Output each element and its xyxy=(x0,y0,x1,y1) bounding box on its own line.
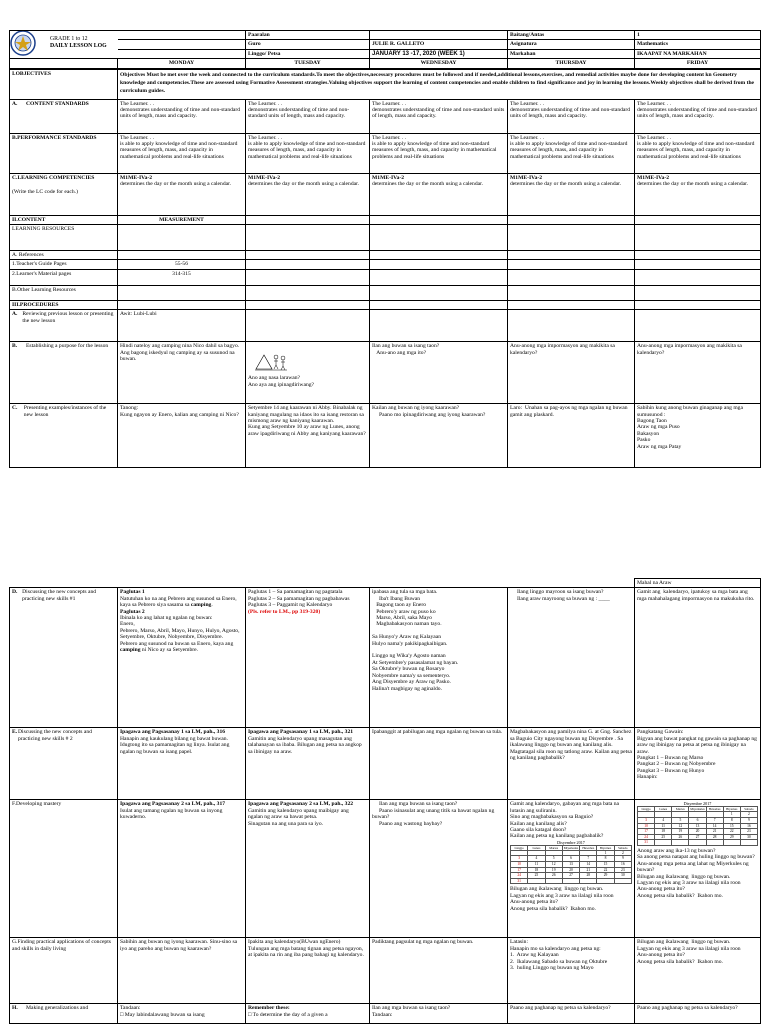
procedure-g-tue xyxy=(246,938,370,1004)
procedure-e-title: Discussing the new concepts and practicing new skills # 2 xyxy=(17,729,92,742)
calendar-date-cell: 27 xyxy=(562,873,579,879)
procedure-c-thu: Laro: Unahan sa pag-ayos ng mga ngalan ng buwan gamit ang plaskard. xyxy=(508,404,635,468)
calendar-date-cell xyxy=(580,878,597,884)
calendar-date-cell: 4 xyxy=(655,818,672,824)
performance-standards-label: B.PERFORMANCE STANDARDS xyxy=(10,133,118,173)
calendar-date-cell: 30 xyxy=(740,834,757,840)
calendar-date-cell: 7 xyxy=(580,856,597,862)
deped-logo-cell xyxy=(10,31,118,59)
calendar-fri xyxy=(637,801,758,846)
calendar-date-cell: 4 xyxy=(528,856,545,862)
calendar-date-cell: 13 xyxy=(562,862,579,868)
calendar-date-cell xyxy=(740,840,757,846)
pagsasanay-2-tue-text: Gamitin ang kalendaryo upang maibigay ang ngalan ng araw sa bawat petsa. Sinagutan na ang una para sa iyo. xyxy=(248,807,349,827)
calendar-date-cell: 29 xyxy=(723,834,740,840)
calendar-grid xyxy=(637,806,758,846)
dll-page-2 xyxy=(0,578,768,1024)
content-standards-title: CONTENT STANDARDS xyxy=(26,100,89,107)
procedures-label: III.PROCEDURES xyxy=(10,300,118,309)
procedure-b-title: Establishing a purpose for the lesson xyxy=(26,343,109,350)
references-label: A. References xyxy=(10,251,118,260)
calendar-date-cell xyxy=(672,840,689,846)
calendar-day-header: Sabado xyxy=(614,845,631,850)
calendar-date-cell: 30 xyxy=(614,873,631,879)
paglutas-2-heading: Paglutas 2 xyxy=(120,608,145,615)
calendar-date-cell: 8 xyxy=(597,856,614,862)
calendar-date-cell: 9 xyxy=(740,818,757,824)
procedure-d-label xyxy=(10,588,118,728)
procedure-e-mon xyxy=(118,728,246,800)
procedure-c-fri: Sabihin kung anong buwan ginaganap ang mga sumusunod : Bagong Taon Araw ng mga Puso Bakasyon Pasko Araw ng mga Patay xyxy=(635,404,761,468)
procedure-d-mon: Paglutas 1 Natutuhan ko na ang Pebrero ang susunod sa Enero, kaya sa Pebrero siya sasama sa camping. Paglutas 2 Ibinala ko ang lahat ng ngalan ng buwan: Enero, Pebrero, Marso, Abril, Mayo, Hunyo, Hulyo, Agosto, Setyembre, Oktubre, Nobyembre, Disyembre. Pebrero ang susunod na buwan sa Enero, kaya ang camping ni Nico ay sa Setyembre. xyxy=(118,588,246,728)
procedure-h-title: Making generalizations and xyxy=(26,1005,89,1012)
calendar-date-cell: 3 xyxy=(511,856,528,862)
content-standards-tue: The Learner. . . demonstrates understanding of time and non-standard units of length, mass and capacity. xyxy=(246,99,370,133)
procedure-d-tue xyxy=(246,588,370,728)
friday-top-note: Mahal na Araw xyxy=(635,579,761,588)
camping-word-2: camping xyxy=(120,647,141,654)
procedure-h-thu: Paano ang paghanap ng petsa sa kalendaryo? xyxy=(508,1004,635,1024)
procedure-c-letter: C. xyxy=(12,405,18,412)
calendar-date-cell: 31 xyxy=(511,878,528,884)
calendar-date-cell: 11 xyxy=(655,823,672,829)
calendar-date-cell: 3 xyxy=(638,818,655,824)
lc-code: M1ME-IVa-2 xyxy=(120,174,153,181)
dll-header-table xyxy=(9,30,761,69)
calendar-grid xyxy=(510,845,632,885)
calendar-date-cell: 27 xyxy=(689,834,706,840)
procedure-f-mon xyxy=(118,800,246,938)
tg-pages-value: 55-56 xyxy=(118,260,246,269)
calendar-date-cell: 19 xyxy=(672,829,689,835)
calendar-day-header: Martes xyxy=(672,807,689,812)
calendar-date-cell xyxy=(706,840,723,846)
calendar-date-cell: 26 xyxy=(545,873,562,879)
lc-wed xyxy=(370,173,508,215)
calendar-date-cell: 18 xyxy=(528,867,545,873)
procedure-h-mon: Tandaan: □ May labindalawang buwan sa isang xyxy=(118,1004,246,1024)
procedure-b-thu: Anu-anong mga impormasyon ang makikita sa kalendaryo? xyxy=(508,342,635,404)
lm-reference-red: (Pls. refer to LM., pp 319-320) xyxy=(248,608,321,615)
procedure-f-label: F.Developing mastery xyxy=(10,800,118,938)
calendar-date-cell: 6 xyxy=(562,856,579,862)
subject-value: Mathematics xyxy=(635,40,761,49)
procedure-b-wed: Ilan ang buwan sa isang taon? Anu-ano ang mga ito? xyxy=(370,342,508,404)
procedure-d-title: Discussing the new concepts and practicing new skills #1 xyxy=(22,589,97,602)
procedure-a-label xyxy=(10,310,118,342)
procedure-b-label xyxy=(10,342,118,404)
calendar-date-cell: 23 xyxy=(614,867,631,873)
developing-mastery-thu-questions: Bilugan ang ikalawang linggo ng buwan. Lagyan ng ekis ang 3 araw na ilalagi nila roon Anu-anong petsa ito? Anong petsa sila babalik? Ikahon mo. xyxy=(510,886,614,912)
calendar-date-cell xyxy=(528,878,545,884)
calendar-day-header: Lunes xyxy=(655,807,672,812)
content-standards-label xyxy=(10,99,118,133)
lm-pages-label: 2.Learner's Material pages xyxy=(10,269,118,285)
other-resources-label: B.Other Learning Resources xyxy=(10,285,118,300)
calendar-date-cell: 21 xyxy=(706,829,723,835)
day-monday: MONDAY xyxy=(118,59,246,68)
calendar-date-cell: 18 xyxy=(655,829,672,835)
lc-mon xyxy=(118,173,246,215)
calendar-date-cell: 25 xyxy=(528,873,545,879)
calendar-day-header: Huwebes xyxy=(580,845,597,850)
log-title: DAILY LESSON LOG xyxy=(50,43,107,49)
calendar-date-cell: 19 xyxy=(545,867,562,873)
calendar-date-cell xyxy=(562,878,579,884)
procedure-g-fri: Bilugan ang ikalawang linggo ng buwan. Lagyan ng ekis ang 3 araw na ilalagi nila roon Anu-anong petsa ito? Anong petsa sila babalik? Ikahon mo. xyxy=(635,938,761,1004)
calendar-date-cell: 10 xyxy=(638,823,655,829)
grade-range: GRADE 1 to 12 xyxy=(50,36,88,42)
calendar-date-cell: 6 xyxy=(689,818,706,824)
procedure-h-wed: Ilan ang mga buwan sa isang taon? Tandaan: xyxy=(370,1004,508,1024)
date-value: JANUARY 13 -17, 2020 (WEEK 1) xyxy=(370,49,508,58)
subject-label: Asignatura xyxy=(508,40,635,49)
calendar-date-cell xyxy=(689,840,706,846)
calendar-day-header: Linggo xyxy=(638,807,655,812)
procedure-b-letter: B. xyxy=(12,343,18,350)
calendar-day-header: Huwebes xyxy=(706,807,723,812)
lm-pages-value: 314-315 xyxy=(118,269,246,285)
procedure-b-tue-text: Ano ang nasa larawan? Ano aya ang ipinagdiriwang? xyxy=(248,375,315,388)
content-standards-fri: The Learner. . . demonstrates understanding of time and non-standard units of length, mass and capacity. xyxy=(635,99,761,133)
calendar-date-cell: 31 xyxy=(638,840,655,846)
calendar-date-cell: 11 xyxy=(528,862,545,868)
lc-text: determines the day or the month using a calendar. xyxy=(372,181,484,188)
calendar-date-cell: 12 xyxy=(545,862,562,868)
camping-word: camping xyxy=(190,602,212,609)
procedure-b-tue xyxy=(246,342,370,404)
procedure-h-tue xyxy=(246,1004,370,1024)
grade-level-value: 1 xyxy=(635,31,761,40)
lc-text: determines the day or the month using a calendar. xyxy=(248,181,360,188)
g-tue-heading: Ipakita ang kalendaryo(BUwan ngEnero) xyxy=(248,939,341,946)
dll-body-table xyxy=(9,69,761,469)
learning-competencies-title: C.LEARNING COMPETENCIES xyxy=(12,174,95,181)
procedure-e-fri: Pangkatang Gawain: Bigyan ang bawat pangkat ng gawain sa paghanap ng araw ng ibinigay na petsa at petsa ng ibinigay na araw. Pangkat 1 – Buwan ng Marso Pangkat 2 – Buwan ng Nobyembre Pangkat 3 – Buwan ng Hunyo Hanapin: xyxy=(635,728,761,800)
procedure-e-thu: Magbabakasyon ang pamilya nina G. at Gng. Sanchez sa Baguio City ngayong buwan ng Disyembre . Sa ikalawang linggo ng buwan ang kanilang alis. Magtatagal sila roon ng tatlong araw. Kailan ang petsa ng kanilang pagbabalik? xyxy=(508,728,635,800)
paglutas-list: Paglutas 1 – Sa pamamagitan ng pagtatala Paglutas 2 – Sa pamamagitan ng pagbabawas Paglutas 3 – Paggamit ng Kalendaryo xyxy=(248,589,350,609)
calendar-date-cell: 5 xyxy=(545,856,562,862)
procedure-g-thu: Latasin: Hanapin mo sa kalendaryo ang petsa ng: 1. Araw ng Kalayaan 2. Ikalawang Sabado sa buwan ng Oktubre 3. huling Linggo ng buwan ng Mayo xyxy=(508,938,635,1004)
calendar-date-cell: 24 xyxy=(638,834,655,840)
calendar-day-header: Linggo xyxy=(511,845,528,850)
dll-body-table-2 xyxy=(9,578,761,1024)
calendar-day-header: Sabado xyxy=(740,807,757,812)
calendar-date-cell: 2 xyxy=(740,812,757,818)
content-value: MEASUREMENT xyxy=(118,215,246,224)
calendar-date-cell: 12 xyxy=(672,823,689,829)
pagsasanay-2-tue-heading: Ipagawa ang Pagsasanay 2 sa LM, pah., 322 xyxy=(248,801,354,808)
performance-standards-thu: The Learner. . . is able to apply knowledge of time and non-standard measures of length, mass, and capacity in mathematical problems and real-life situations xyxy=(508,133,635,173)
procedure-c-mon: Tanong: Kung ngayon ay Enero, kalian ang camping ni Nico? xyxy=(118,404,246,468)
teacher-name: JULIE R. GALLETO xyxy=(370,40,508,49)
learning-competencies-note: (Write the LC code for each.) xyxy=(12,189,78,196)
paglutas-1-heading: Paglutas 1 xyxy=(120,589,145,596)
day-friday: FRIDAY xyxy=(635,59,761,68)
lc-thu xyxy=(508,173,635,215)
procedure-a-letter: A. xyxy=(12,311,18,318)
procedure-a-mon: Awit: Lubi-Lubi xyxy=(118,310,246,342)
calendar-day-header: Biyernes xyxy=(723,807,740,812)
lc-text: determines the day or the month using a calendar. xyxy=(637,181,749,188)
calendar-date-cell: 13 xyxy=(689,823,706,829)
quarter-label: Markahan xyxy=(508,49,635,58)
procedure-d-wed: ipabasa ang tula sa mga bata. Iba't Ibang Buwan Bagong taon ay Enero Pebrero'y araw ng puso ko Marso, Abril, saka Mayo Magbabakasyon naman tayo. Sa Hunyo'y Araw ng Kalayaan Hulyo nama'y pakikipagkaibigan. Linggo ng Wika'y Agosto naman At Setyembre'y pasasalamat ng bayan. Sa Oktubre'y buwan ng Rosaryo Nobyembre nama'y sa sementeryo. Ang Disyembre ay Araw ng Pasko. Halina't magbigay ng aginaldo. xyxy=(370,588,508,728)
calendar-date-cell xyxy=(723,840,740,846)
day-wednesday: WEDNESDAY xyxy=(370,59,508,68)
day-thursday: THURSDAY xyxy=(508,59,635,68)
procedure-a-title: Reviewing previous lesson or presenting the new lesson xyxy=(22,311,114,324)
remember-heading: Remember these: xyxy=(248,1005,290,1012)
paglutas-2-text: Ibinala ko ang lahat ng ngalan ng buwan: Enero, Pebrero, Marso, Abril, Mayo, Hunyo, Hulyo, Agosto, Setyembre, Oktubre, Nobyembre, Disyembre. Pebrero ang susunod na buwan sa Enero, kaya ang xyxy=(120,615,240,647)
quarter-value: IKAAPAT NA MARKAHAN xyxy=(635,49,761,58)
procedure-h-letter: H. xyxy=(12,1005,18,1012)
content-standards-mon: The Learner. . . demonstrates understanding of time and non-standard units of length, mass and capacity. xyxy=(118,99,246,133)
lc-text: determines the day or the month using a calendar. xyxy=(120,181,232,188)
performance-standards-fri: The Learner. . . is able to apply knowledge of time and non-standard measures of length, mass, and capacity in mathematical problems and real-life situations xyxy=(635,133,761,173)
performance-standards-tue: The Learner. . . is able to apply knowledge of time and non-standard measures of length, mass, and capacity in mathematical problems and real-life situations xyxy=(246,133,370,173)
lc-code: M1ME-IVa-2 xyxy=(372,174,405,181)
objectives-text: Objectives Must be met over the week and connected to the curriculum standards.To meet the objectives,necessary procedures must be followed and if needed,additional lessons,exercises, and remedial activities maybe done for developing content kn Geometry knowledge and competencies.These are assessed using Formative Assessment strategies.Valuing objectives support the learning of content competencies and enable children to find significance and joy in learning the lessons.Weekly objectives shall be derived from the curriculum guides. xyxy=(118,69,761,99)
pagsasanay-1-text: Hanapin ang kaukulang bilang ng bawat buwan. Idugtong ito sa pamamagitan ng linya. Isulat ang ngalan ng buwan sa isang papel. xyxy=(120,735,230,755)
camping-children-image xyxy=(254,347,288,371)
calendar-date-cell: 15 xyxy=(723,823,740,829)
pagsasanay-1-tue-heading: Ipagawa ang Pagsasanay 1 sa LM, pah., 321 xyxy=(248,729,354,736)
performance-standards-wed: The Learner. . . is able to apply knowledge of time and non-standard measures of length, mass, and capacity in mathematical problems and real-life situations xyxy=(370,133,508,173)
content-standards-thu: The Learner. . . demonstrates understanding of time and non-standard units of length, mass and capacity. xyxy=(508,99,635,133)
calendar-date-cell: 7 xyxy=(706,818,723,824)
procedure-g-wed: Padiktang pagsulat ng mga ngalan ng buwan. xyxy=(370,938,508,1004)
lc-code: M1ME-IVa-2 xyxy=(637,174,670,181)
calendar-date-cell: 10 xyxy=(511,862,528,868)
calendar-day-header: Biyernes xyxy=(597,845,614,850)
day-tuesday: TUESDAY xyxy=(246,59,370,68)
calendar-date-cell: 14 xyxy=(580,862,597,868)
calendar-date-cell: 24 xyxy=(511,873,528,879)
calendar-date-cell: 16 xyxy=(614,862,631,868)
dll-page-1 xyxy=(0,30,768,520)
paglutas-1-text: Natutuhan ko na ang Pebrero ang susunod sa Enero, kaya sa Pebrero siya sasama sa xyxy=(120,595,237,609)
procedure-h-fri: Paano ang paghanap ng petsa sa kalendaryo? xyxy=(635,1004,761,1024)
procedure-c-title: Presenting examples/instances of the new lesson xyxy=(23,405,107,418)
calendar-day-header: Martes xyxy=(545,845,562,850)
calendar-date-cell: 29 xyxy=(597,873,614,879)
lc-code: M1ME-IVa-2 xyxy=(510,174,543,181)
procedure-d-fri: Gamit ang kalendaryo, ipatukoy sa mga bata ang mga mahahalagang impormasyon na makukuha rito. xyxy=(635,588,761,728)
calendar-date-cell: 20 xyxy=(689,829,706,835)
calendar-date-cell xyxy=(614,878,631,884)
pagsasanay-2-heading: Ipagawa ang Pagsasanay 2 sa LM, pah., 317 xyxy=(120,801,226,808)
procedure-c-tue: Setyembre 14 ang kaarawan ni Abby. Binabalak ng kaniyang magulang na idaos ito sa isang restoran sa mismong araw ng kaniyang kaarawan. Kung ang Setyembre 10 ay araw ng Lunes, anong araw ipagdiriwang ni Abby ang kaniyang kaarawan? xyxy=(246,404,370,468)
procedure-e-label xyxy=(10,728,118,800)
calendar-date-cell: 17 xyxy=(638,829,655,835)
procedure-f-tue xyxy=(246,800,370,938)
calendar-date-cell: 21 xyxy=(580,867,597,873)
procedure-e-letter: E. xyxy=(12,729,18,736)
procedure-f-fri xyxy=(635,800,761,938)
calendar-date-cell: 28 xyxy=(706,834,723,840)
deped-seal-icon xyxy=(10,31,36,57)
procedure-c-label xyxy=(10,404,118,468)
pagsasanay-1-heading: Ipagawa ang Pagsasanay 1 sa LM, pah., 316 xyxy=(120,729,226,736)
procedure-d-thu: Ilang linggo mayroon sa isang buwan? Ilang araw mayroong sa buwan ng : ____ xyxy=(508,588,635,728)
calendar-date-cell: 14 xyxy=(706,823,723,829)
calendar-date-cell: 28 xyxy=(580,873,597,879)
procedure-c-wed: Kailan ang buwan ng iyong kaarawan? Paano mo ipinagdiriwang ang iyong kaarawan? xyxy=(370,404,508,468)
calendar-title: Disyembre 2017 xyxy=(683,801,712,807)
calendar-date-cell: 17 xyxy=(511,867,528,873)
pagsasanay-1-tue-text: Gamitin ang kalendaryo upang masagutan ang talahanayan sa ibaba. Bilugan ang petsa na angkop sa ibinigay na araw. xyxy=(248,735,362,755)
calendar-date-cell: 1 xyxy=(723,812,740,818)
procedure-e-wed: Ipabanggit at pabilugan ang mga ngalan ng buwan sa tula. xyxy=(370,728,508,800)
tg-pages-label: 1.Teacher's Guide Pages xyxy=(10,260,118,269)
procedure-g-label: G.Finding practical applications of concepts and skills in daily living xyxy=(10,938,118,1004)
procedure-f-thu xyxy=(508,800,635,938)
procedure-e-tue xyxy=(246,728,370,800)
calendar-date-cell: 22 xyxy=(597,867,614,873)
calendar-date-cell: 5 xyxy=(672,818,689,824)
calendar-date-cell: 26 xyxy=(672,834,689,840)
calendar-date-cell xyxy=(655,840,672,846)
content-standards-wed: The Learner. . . demonstrates understanding of time and non-standard units of length, mass and capacity. xyxy=(370,99,508,133)
g-tue-text: Tulungan ang mga batang tignan ang petsa ngayon, at ipakita na rin ang iba pang bahagi ng kalendaryo. xyxy=(248,945,364,959)
learning-competencies-label xyxy=(10,173,118,215)
procedure-h-label xyxy=(10,1004,118,1024)
developing-mastery-thu-text: Gamit ang kalendaryo, gabayan ang mga bata na lutasin ang suliranin. Sino ang magbabakasyon sa Baguio? Kailan ang kanilang alis? Gaano sila katagal doon? Kailan ang petsa ng kanilang pagbabalik? xyxy=(510,801,620,840)
content-label: II.CONTENT xyxy=(10,215,118,224)
grade-level-label: Baitang/Antas xyxy=(508,31,635,40)
date-label: Linggo/ Petsa xyxy=(246,49,370,58)
learning-resources-label: LEARNING RESOURCES xyxy=(10,225,118,251)
lc-fri xyxy=(635,173,761,215)
calendar-date-cell: 20 xyxy=(562,867,579,873)
objectives-label: I.OBJECTIVES xyxy=(10,69,118,99)
paglutas-2-tail: ni Nico ay sa Setyembre. xyxy=(140,647,198,654)
calendar-date-cell xyxy=(597,878,614,884)
calendar-date-cell: 16 xyxy=(740,823,757,829)
procedure-b-mon: Hindi nateloy ang camping nina Nico dahil sa bagyo. Ang bagong iskedyul ng camping ay sa susunod na buwan. xyxy=(118,342,246,404)
calendar-title: Disyembre 2017 xyxy=(557,839,585,845)
procedure-g-mon: Sabihin ang buwan ng iyong kaarawan. Sinu-sino sa iyo ang pareho ang buwan ng kaarawan? xyxy=(118,938,246,1004)
procedure-d-letter: D. xyxy=(12,589,18,596)
calendar-thu xyxy=(510,840,632,885)
calendar-date-cell: 2 xyxy=(614,850,631,856)
developing-mastery-fri-questions: Anong araw ang ika-13 ng buwan? Sa anong petsa natapat ang huling linggo ng buwan? Anu-anong mga petsa ang lahat ng Miyerkules ng buwan? Bilugan ang ikalawang linggo ng buwan. Lagyan ng ekis ang 3 araw na ilalagi nila roon Anu-anong petsa ito? Anong petsa sila babalik? Ikahon mo. xyxy=(637,847,755,899)
lc-tue xyxy=(246,173,370,215)
school-label: Paaralan xyxy=(246,31,370,40)
procedure-b-fri: Anu-anong mga impormasyon ang makikita sa kalendaryo? xyxy=(635,342,761,404)
calendar-date-cell: 9 xyxy=(614,856,631,862)
procedure-f-wed: Ilan ang mga buwan sa isang taon? Paano isinasulat ang unang titik sa bawat ngalan ng buwan? Paano ang wastong baybay? xyxy=(370,800,508,938)
calendar-date-cell: 15 xyxy=(597,862,614,868)
calendar-date-cell: 1 xyxy=(597,850,614,856)
content-standards-letter: A. xyxy=(12,100,18,107)
school-value xyxy=(370,31,508,40)
calendar-day-header: Miyerkules xyxy=(690,807,705,812)
calendar-date-cell: 22 xyxy=(723,829,740,835)
performance-standards-mon: The Learner. . . is able to apply knowledge of time and non-standard measures of length, mass, and capacity in mathematical problems and real-life situations xyxy=(118,133,246,173)
lc-text: determines the day or the month using a calendar. xyxy=(510,181,622,188)
calendar-date-cell: 25 xyxy=(655,834,672,840)
pagsasanay-2-text: Isulat ang tamang ngalan ng buwan sa inyong kuwaderno. xyxy=(120,807,223,821)
remember-text: □ To determine the day of a given a xyxy=(248,1011,328,1018)
calendar-day-header: Miyerkules xyxy=(563,845,579,850)
teacher-label: Guro xyxy=(246,40,370,49)
calendar-date-cell xyxy=(545,878,562,884)
calendar-date-cell: 23 xyxy=(740,829,757,835)
lc-code: M1ME-IVa-2 xyxy=(248,174,281,181)
calendar-day-header: Lunes xyxy=(528,845,545,850)
calendar-date-cell: 8 xyxy=(723,818,740,824)
